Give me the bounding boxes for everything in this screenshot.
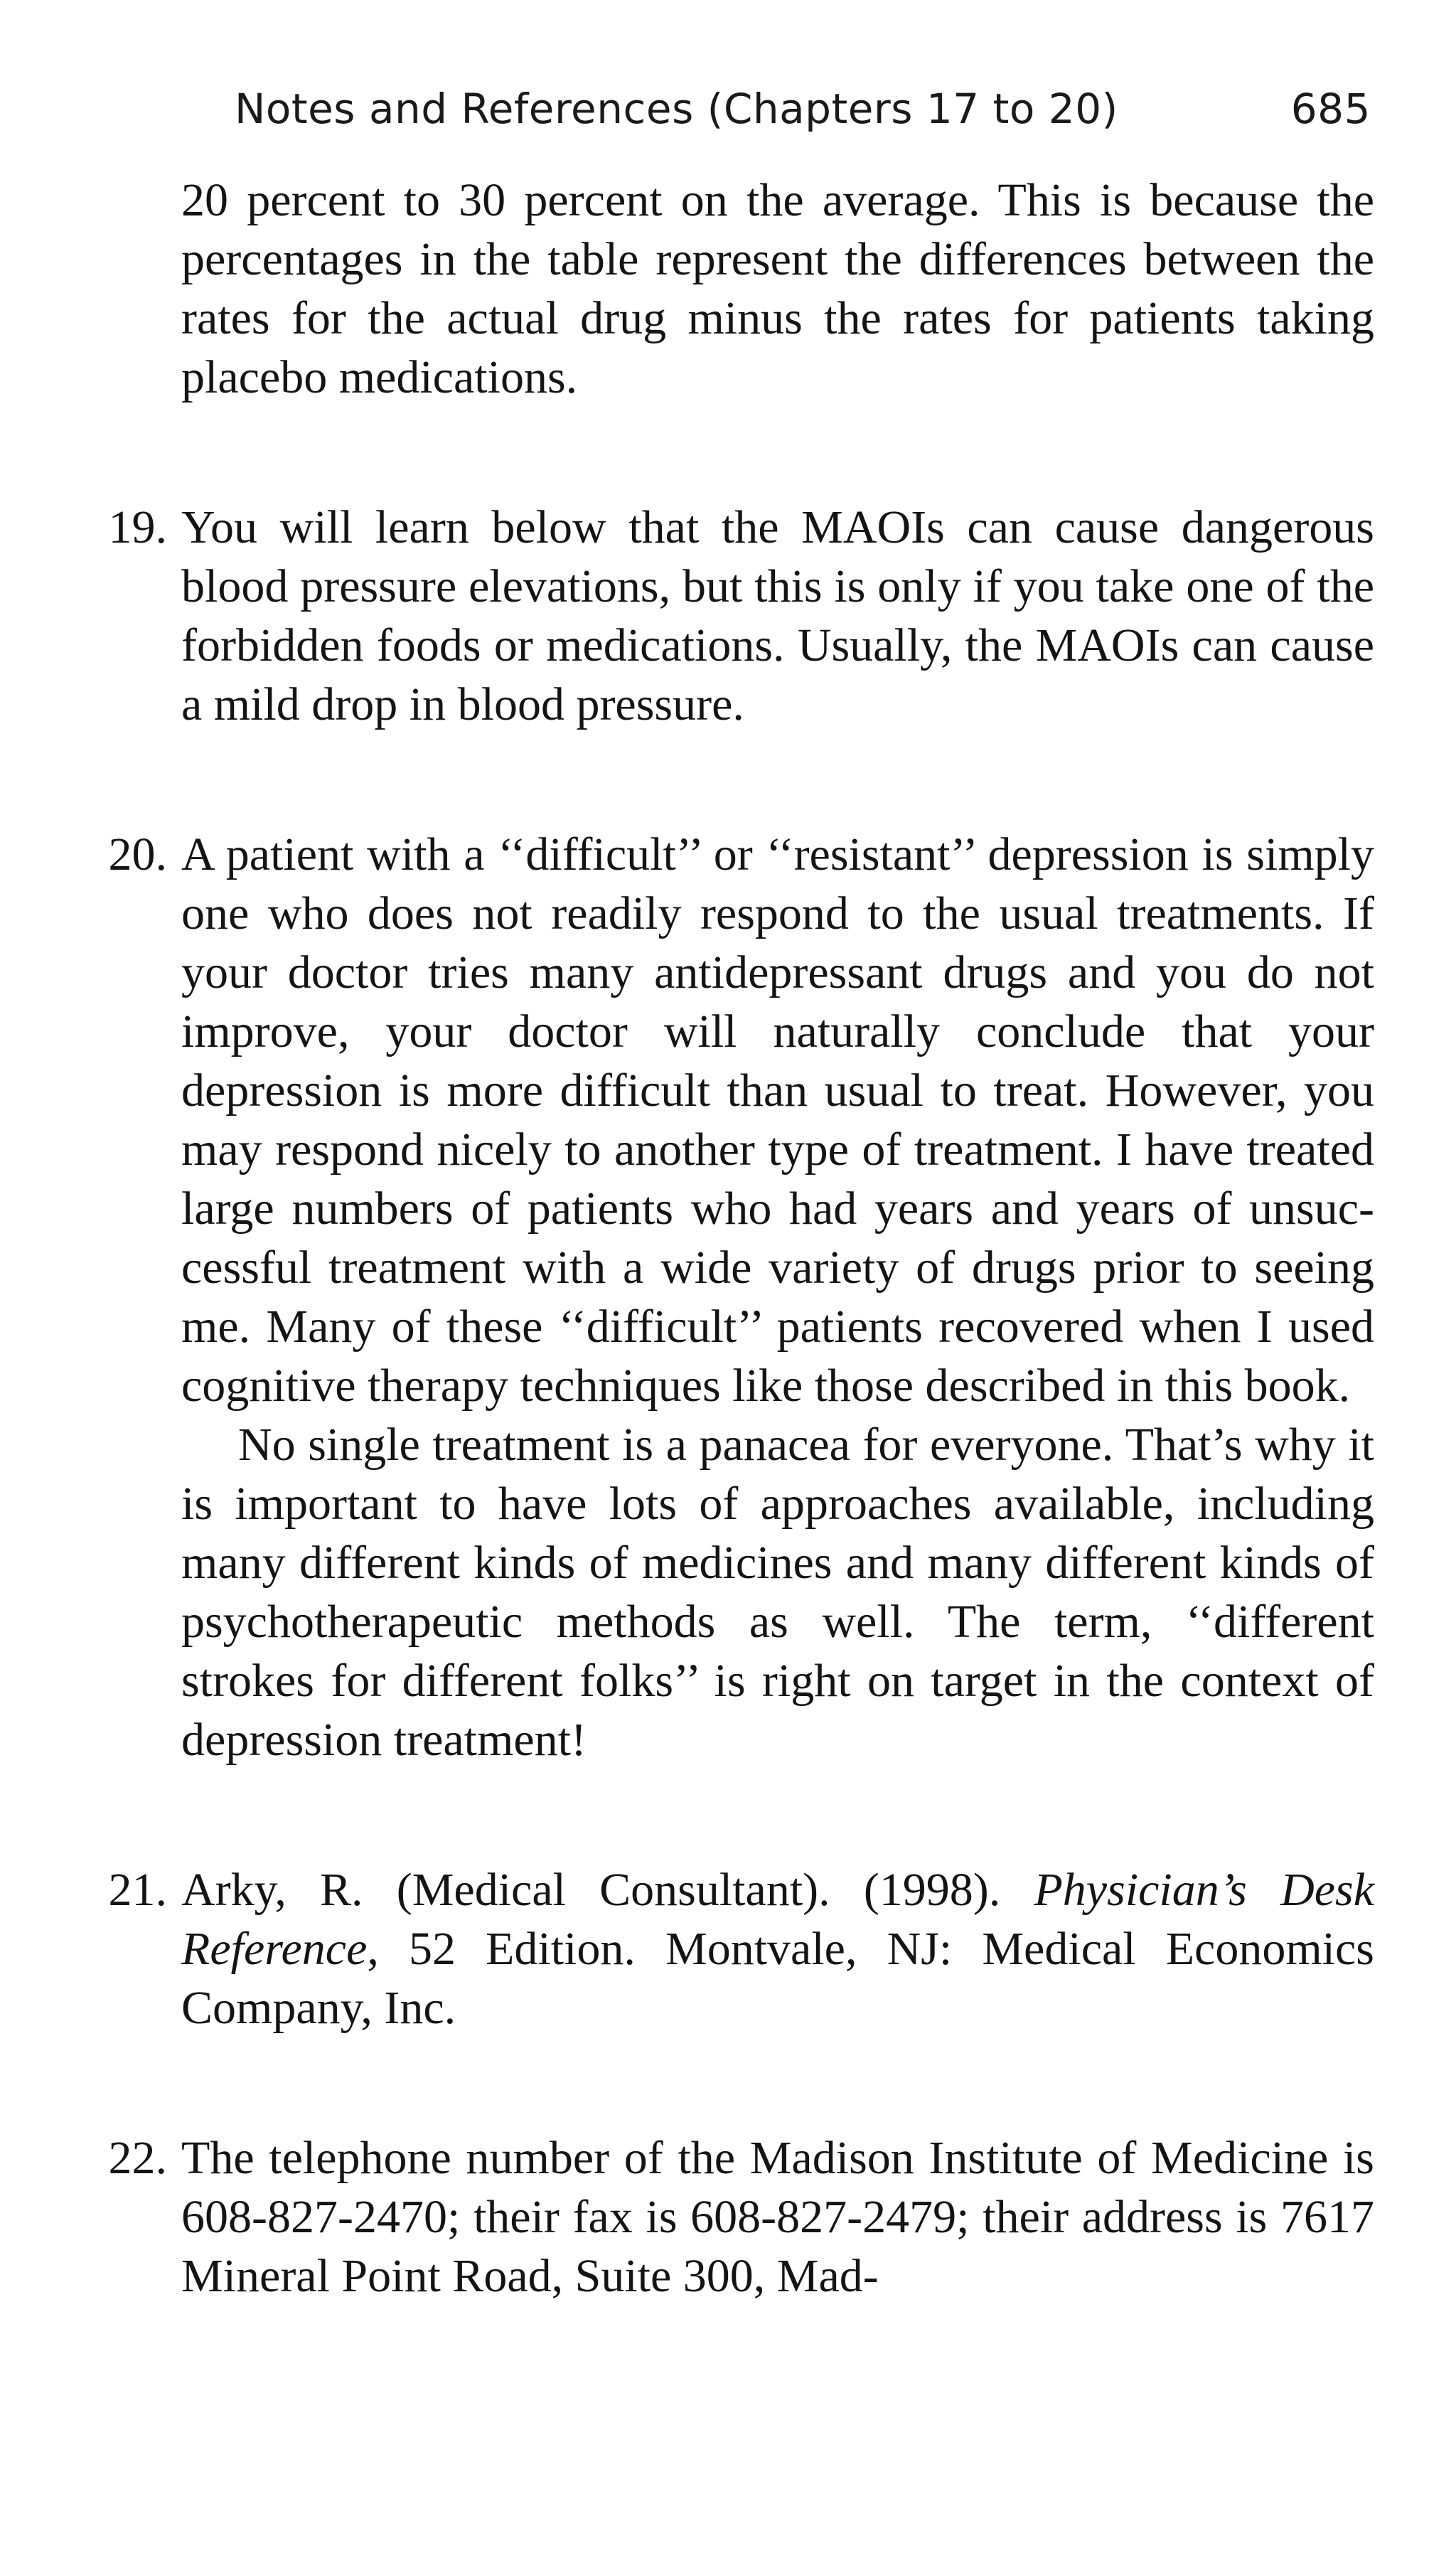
citation-publisher: , 52 Edition. Montvale, NJ: Medical Economics Company, Inc. [181,1923,1374,2034]
note-22 [108,2128,1374,2306]
citation-author: Arky, R. (Medical Consultant). (1998). [181,1864,1034,1916]
running-head-title: Notes and References (Chapters 17 to 20) [235,85,1118,133]
note-continuation: 20 percent to 30 percent on the average. This is because the percentages in the table represent the differences between the rates for the actual drug minus the rates for patients taking placebo medications. [181,174,1374,403]
running-head [235,77,1371,141]
notes-body [108,171,1375,2306]
note-text: You will learn below that the MAOIs can cause dangerous blood pressure elevations, but this is only if you take one of the forbidden foods or medications. Usually, the MAOIs can cause a mild drop in blood pressure. [181,501,1374,730]
note-20 [108,825,1374,1769]
citation-title: Physician’s Desk Reference [181,1864,1375,1975]
page-number: 685 [1290,85,1371,133]
note-text: The telephone number of the Madison Institute of Medicine is 608-827-2470; their fax is 608-827-2479; their address is 7617 Mineral Point Road, Suite 300, Mad- [181,2132,1374,2302]
note-text [181,1860,1374,2037]
note-19 [108,498,1374,734]
note-number: 22. [108,2132,167,2184]
note-number: 21. [108,1864,167,1916]
note-text-continued: No single treatment is a panacea for everyone. That’s why it is important to have lots of approaches available, including many different kinds of medicines and many different kinds of psychotherapeutic methods as well. The term, ‘‘different strokes for different folks’’ is right on target in the context of depression treatment! [181,1419,1374,1766]
note-21 [108,1860,1375,2037]
note-number: 20. [108,828,167,880]
note-text: A patient with a ‘‘difficult’’ or ‘‘resistant’’ depression is simply one who does not readily respond to the usual treatments. If your doctor tries many antidepressant drugs and you do not improve, your doctor will naturally conclude that your depression is more difficult than usual to treat. However, you may respond nicely to another type of treatment. I have treated large numbers of patients who had years and years of unsuccessful treatment with a wide variety of drugs prior to seeing me. Many of these ‘‘difficult’’ patients recovered when I used cognitive therapy techniques like those described in this book. [181,828,1374,1412]
note-number: 19. [108,501,167,553]
